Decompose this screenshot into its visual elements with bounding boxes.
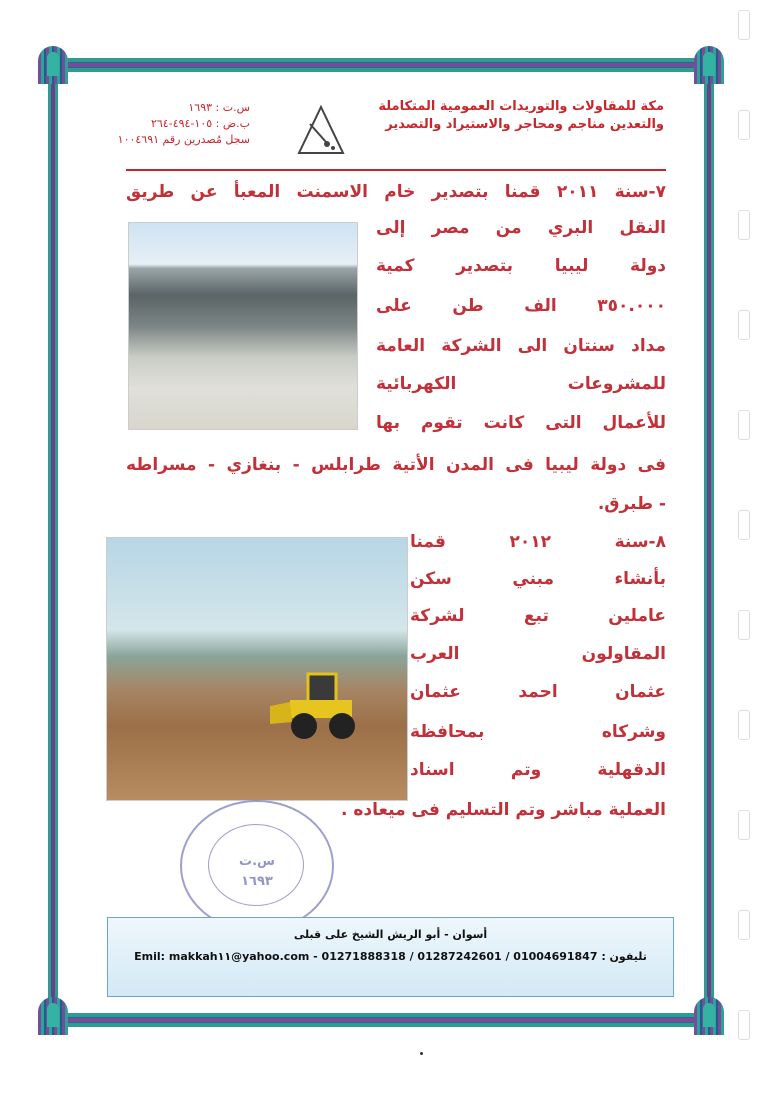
section8-line3: عاملين تبع لشركة (410, 606, 666, 626)
company-name (374, 98, 664, 134)
binder-mark (738, 210, 750, 240)
binder-mark (738, 910, 750, 940)
section8-line8: العملية مباشر وتم التسليم فى ميعاده . (341, 800, 666, 820)
footer-address: أسوان - أبو الريش الشيخ على قبلى (293, 928, 488, 941)
frame-left-bar (48, 84, 58, 1016)
construction-site-photo (106, 537, 408, 801)
binder-mark (738, 1010, 750, 1040)
section7-line6: للمشروعات الكهربائية (376, 374, 666, 394)
tax-card: ب.ض : ١٠٥-٤٩٤-٢٦٤ (150, 117, 250, 130)
frame-corner-bottom-right (694, 997, 724, 1035)
section7-line2: النقل البري من مصر إلى (376, 218, 666, 238)
registration-info (100, 100, 250, 148)
footer-contact: Emil: makkah١١@yahoo.com - 01271888318 / 01287242601 / 01004691847 : تليفون (134, 950, 647, 963)
binder-mark (738, 10, 750, 40)
section8-line5: عثمان احمد عثمان (410, 682, 666, 702)
rock-quarry-photo (128, 222, 358, 430)
frame-top-bar (44, 58, 720, 72)
frame-corner-top-left (38, 46, 68, 84)
company-logo (296, 104, 346, 156)
commercial-register: س.ت : ١٦٩٣ (188, 101, 250, 114)
binder-mark (738, 710, 750, 740)
exporters-register: سجل مُصدرين رقم ١٠٠٤٦٩١ (117, 133, 250, 146)
section7-line5: مداد سنتان الى الشركة العامة (376, 336, 666, 356)
section8-line2: بأنشاء مبني سكن (410, 569, 666, 589)
binder-mark (738, 510, 750, 540)
company-name-line2: والتعدين مناجم ومحاجر والاستيراد والتصدير (385, 117, 664, 132)
header-divider (126, 169, 666, 171)
binder-mark (738, 410, 750, 440)
company-name-line1: مكة للمقاولات والتوريدات العمومية المتكاملة (378, 99, 664, 114)
page-dot (420, 1052, 423, 1055)
section8-line1: ٨-سنة ٢٠١٢ قمنا (410, 532, 666, 552)
frame-bottom-bar (44, 1013, 720, 1027)
stamp-reg-label: س.ت (239, 854, 275, 869)
stamp-reg-number: ١٦٩٣ (241, 874, 273, 889)
section8-line4: المقاولون العرب (410, 644, 666, 664)
frame-corner-bottom-left (38, 997, 68, 1035)
section8-line7: الدقهلية وتم اسناد (410, 760, 666, 780)
binder-mark (738, 110, 750, 140)
section7-line1: ٧-سنة ٢٠١١ قمنا بتصدير خام الاسمنت المعبأ عن طريق (126, 182, 666, 202)
wheel-loader (270, 672, 360, 742)
binder-mark (738, 810, 750, 840)
section7-line9: - طبرق. (597, 494, 666, 514)
binder-mark (738, 310, 750, 340)
section7-line4: ٣٥٠.٠٠٠ الف طن على (376, 296, 666, 316)
section7-line7: للأعمال التى كانت تقوم بها (376, 413, 666, 433)
frame-corner-top-right (694, 46, 724, 84)
section8-line6: وشركاه بمحافظة (410, 722, 666, 742)
section7-line3: دولة ليبيا بتصدير كمية (376, 256, 666, 276)
frame-right-bar (704, 84, 714, 1016)
binder-mark (738, 610, 750, 640)
contact-footer (107, 917, 674, 997)
section7-line8: فى دولة ليبيا فى المدن الأتية طرابلس - بنغازي - مسراطه (126, 455, 666, 475)
company-stamp (180, 800, 334, 932)
